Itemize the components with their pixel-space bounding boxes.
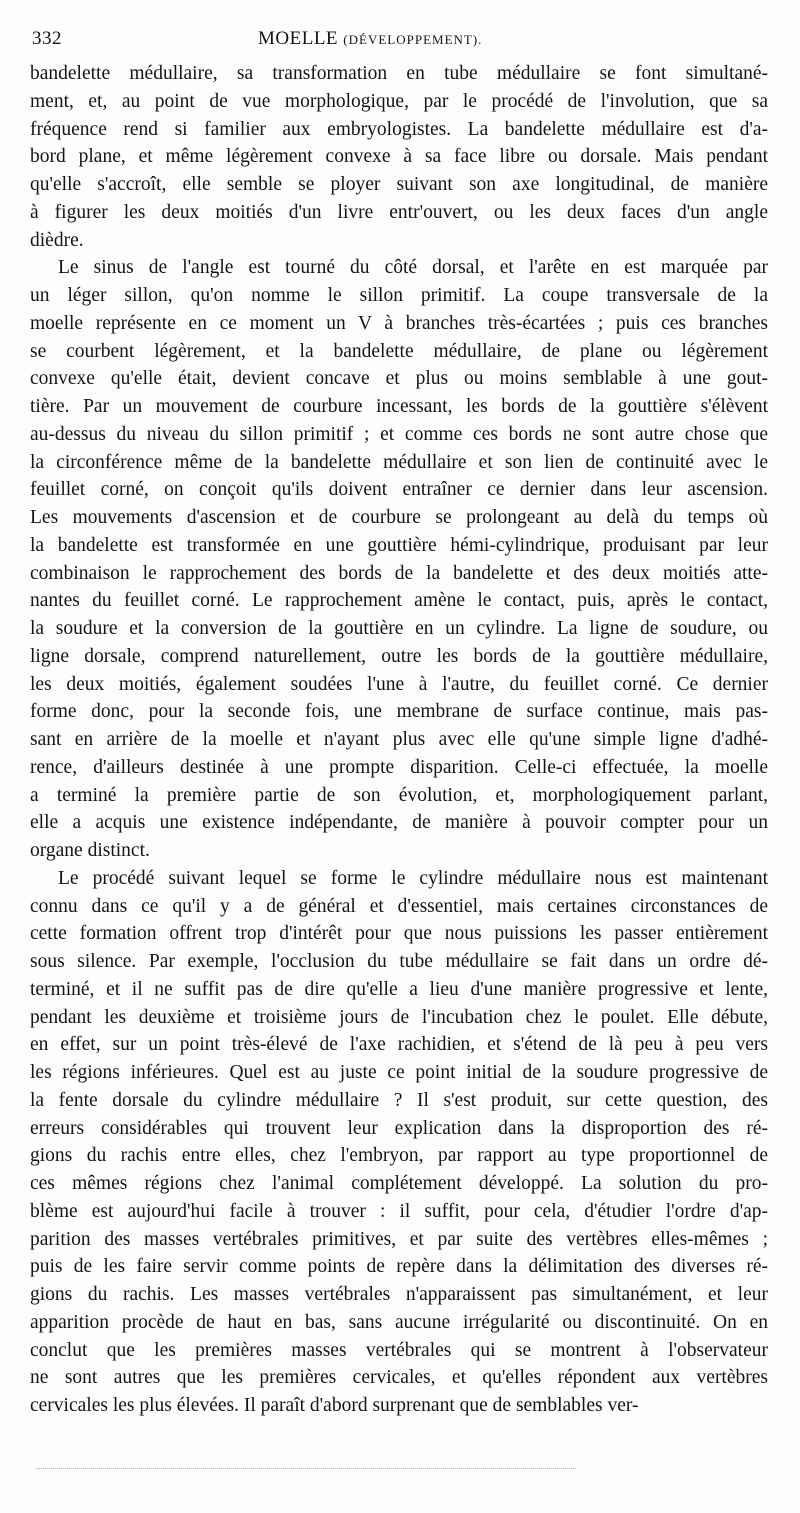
text-line: gions du rachis entre elles, chez l'embryon, par rapport au type proportionnel de — [30, 1145, 768, 1167]
running-head — [30, 28, 768, 54]
footer-rule — [36, 1468, 576, 1469]
text-line: pendant les deuxième et troisième jours de l'incubation chez le poulet. Elle débute, — [30, 1006, 768, 1028]
text-line: dièdre. — [30, 229, 84, 251]
text-line: terminé, et il ne suffit pas de dire qu'elle a lieu d'une manière progressive et lente, — [30, 978, 768, 1000]
running-title — [258, 28, 482, 50]
text-line: convexe qu'elle était, devient concave et plus ou moins semblable à une gout- — [30, 368, 768, 390]
text-line: bord plane, et même légèrement convexe à sa face libre ou dorsale. Mais pendant — [30, 146, 768, 168]
text-line: feuillet corné, on conçoit qu'ils doivent entraîner ce dernier dans leur ascension. — [30, 479, 768, 501]
text-line: la bandelette est transformée en une gouttière hémi-cylindrique, produisant par leur — [30, 534, 768, 556]
text-line: sant en arrière de la moelle et n'ayant plus avec elle qu'une simple ligne d'adhé- — [30, 729, 768, 750]
text-line: ligne dorsale, comprend naturellement, outre les bords de la gouttière médullaire, — [30, 645, 768, 667]
text-line: se courbent légèrement, et la bandelette médullaire, de plane ou légèrement — [30, 340, 768, 362]
text-line: les régions inférieures. Quel est au juste ce point initial de la soudure progressive de — [30, 1062, 768, 1083]
text-line: forme donc, pour la seconde fois, une membrane de surface continue, mais pas- — [30, 701, 768, 723]
text-line: qu'elle s'accroît, elle semble se ployer suivant son axe longitudinal, de manière — [30, 174, 768, 195]
text-line: rence, d'ailleurs destinée à une prompte disparition. Celle-ci effectuée, la moelle — [30, 756, 768, 778]
text-line: a terminé la première partie de son évolution, et, morphologiquement parlant, — [30, 784, 768, 806]
text-line: Le sinus de l'angle est tourné du côté dorsal, et l'arête en est marquée par — [58, 257, 768, 279]
text-line: fréquence rend si familier aux embryologistes. La bandelette médullaire est d'a- — [30, 118, 768, 140]
page — [30, 28, 768, 1420]
text-line: conclut que les premières masses vertébrales qui se montrent à l'observateur — [30, 1339, 768, 1361]
page-number: 332 — [32, 28, 62, 49]
text-line: à figurer les deux moitiés d'un livre entr'ouvert, ou les deux faces d'un angle — [30, 201, 768, 223]
text-line: puis de les faire servir comme points de repère dans la délimitation des diverses ré- — [30, 1256, 768, 1278]
text-line: cervicales les plus élevées. Il paraît d'abord surprenant que de semblables ver- — [30, 1395, 639, 1416]
text-line: blème est aujourd'hui facile à trouver : il suffit, pour cela, d'étudier l'ordre d'ap- — [30, 1200, 768, 1222]
text-line: la circonférence même de la bandelette médullaire et son lien de continuité avec le — [30, 451, 768, 473]
text-line: organe distinct. — [30, 840, 150, 861]
text-line: la fente dorsale du cylindre médullaire ? Il s'est produit, sur cette question, des — [30, 1089, 768, 1111]
text-line: un léger sillon, qu'on nomme le sillon primitif. La coupe transversale de la — [30, 285, 768, 306]
text-line: tière. Par un mouvement de courbure incessant, les bords de la gouttière s'élèvent — [30, 396, 768, 417]
text-line: la soudure et la conversion de la gouttière en un cylindre. La ligne de soudure, ou — [30, 618, 768, 639]
text-line: ment, et, au point de vue morphologique, par le procédé de l'involution, que sa — [30, 90, 768, 112]
running-title-subtitle: (DÉVELOPPEMENT). — [343, 32, 483, 47]
running-title-main: MOELLE — [258, 28, 339, 49]
text-line: combinaison le rapprochement des bords de la bandelette et des deux moitiés atte- — [30, 562, 768, 584]
text-line: Le procédé suivant lequel se forme le cylindre médullaire nous est maintenant — [58, 867, 768, 889]
paragraph — [30, 865, 768, 1420]
text-line: bandelette médullaire, sa transformation en tube médullaire se font simultané- — [30, 63, 768, 84]
text-line: les deux moitiés, également soudées l'une à l'autre, du feuillet corné. Ce dernier — [30, 673, 768, 695]
text-line: nantes du feuillet corné. Le rapprochement amène le contact, puis, après le contact, — [30, 590, 768, 612]
paragraph — [30, 60, 768, 254]
body-text — [30, 60, 768, 1420]
text-line: ces mêmes régions chez l'animal complétement développé. La solution du pro- — [30, 1173, 768, 1194]
text-line: connu dans ce qu'il y a de général et d'essentiel, mais certaines circonstances de — [30, 895, 768, 917]
text-line: parition des masses vertébrales primitives, et par suite des vertèbres elles-mêmes ; — [30, 1228, 768, 1250]
text-line: cette formation offrent trop d'intérêt pour que nous puissions les passer entièrement — [30, 923, 768, 945]
text-line: erreurs considérables qui trouvent leur explication dans la disproportion des ré- — [30, 1117, 768, 1139]
paragraph — [30, 254, 768, 865]
text-line: Les mouvements d'ascension et de courbure se prolongeant au delà du temps où — [30, 507, 768, 528]
text-line: elle a acquis une existence indépendante, de manière à pouvoir compter pour un — [30, 812, 768, 834]
text-line: gions du rachis. Les masses vertébrales n'apparaissent pas simultanément, et leur — [30, 1284, 768, 1305]
text-line: sous silence. Par exemple, l'occlusion du tube médullaire se fait dans un ordre dé- — [30, 951, 768, 972]
text-line: en effet, sur un point très-élevé de l'axe rachidien, et s'étend de là peu à peu vers — [30, 1034, 768, 1056]
text-line: au-dessus du niveau du sillon primitif ; et comme ces bords ne sont autre chose que — [30, 423, 768, 445]
text-line: ne sont autres que les premières cervicales, et qu'elles répondent aux vertèbres — [30, 1367, 768, 1389]
text-line: moelle représente en ce moment un V à branches très-écartées ; puis ces branches — [30, 312, 768, 334]
text-line: apparition procède de haut en bas, sans aucune irrégularité ou discontinuité. On en — [30, 1311, 768, 1333]
